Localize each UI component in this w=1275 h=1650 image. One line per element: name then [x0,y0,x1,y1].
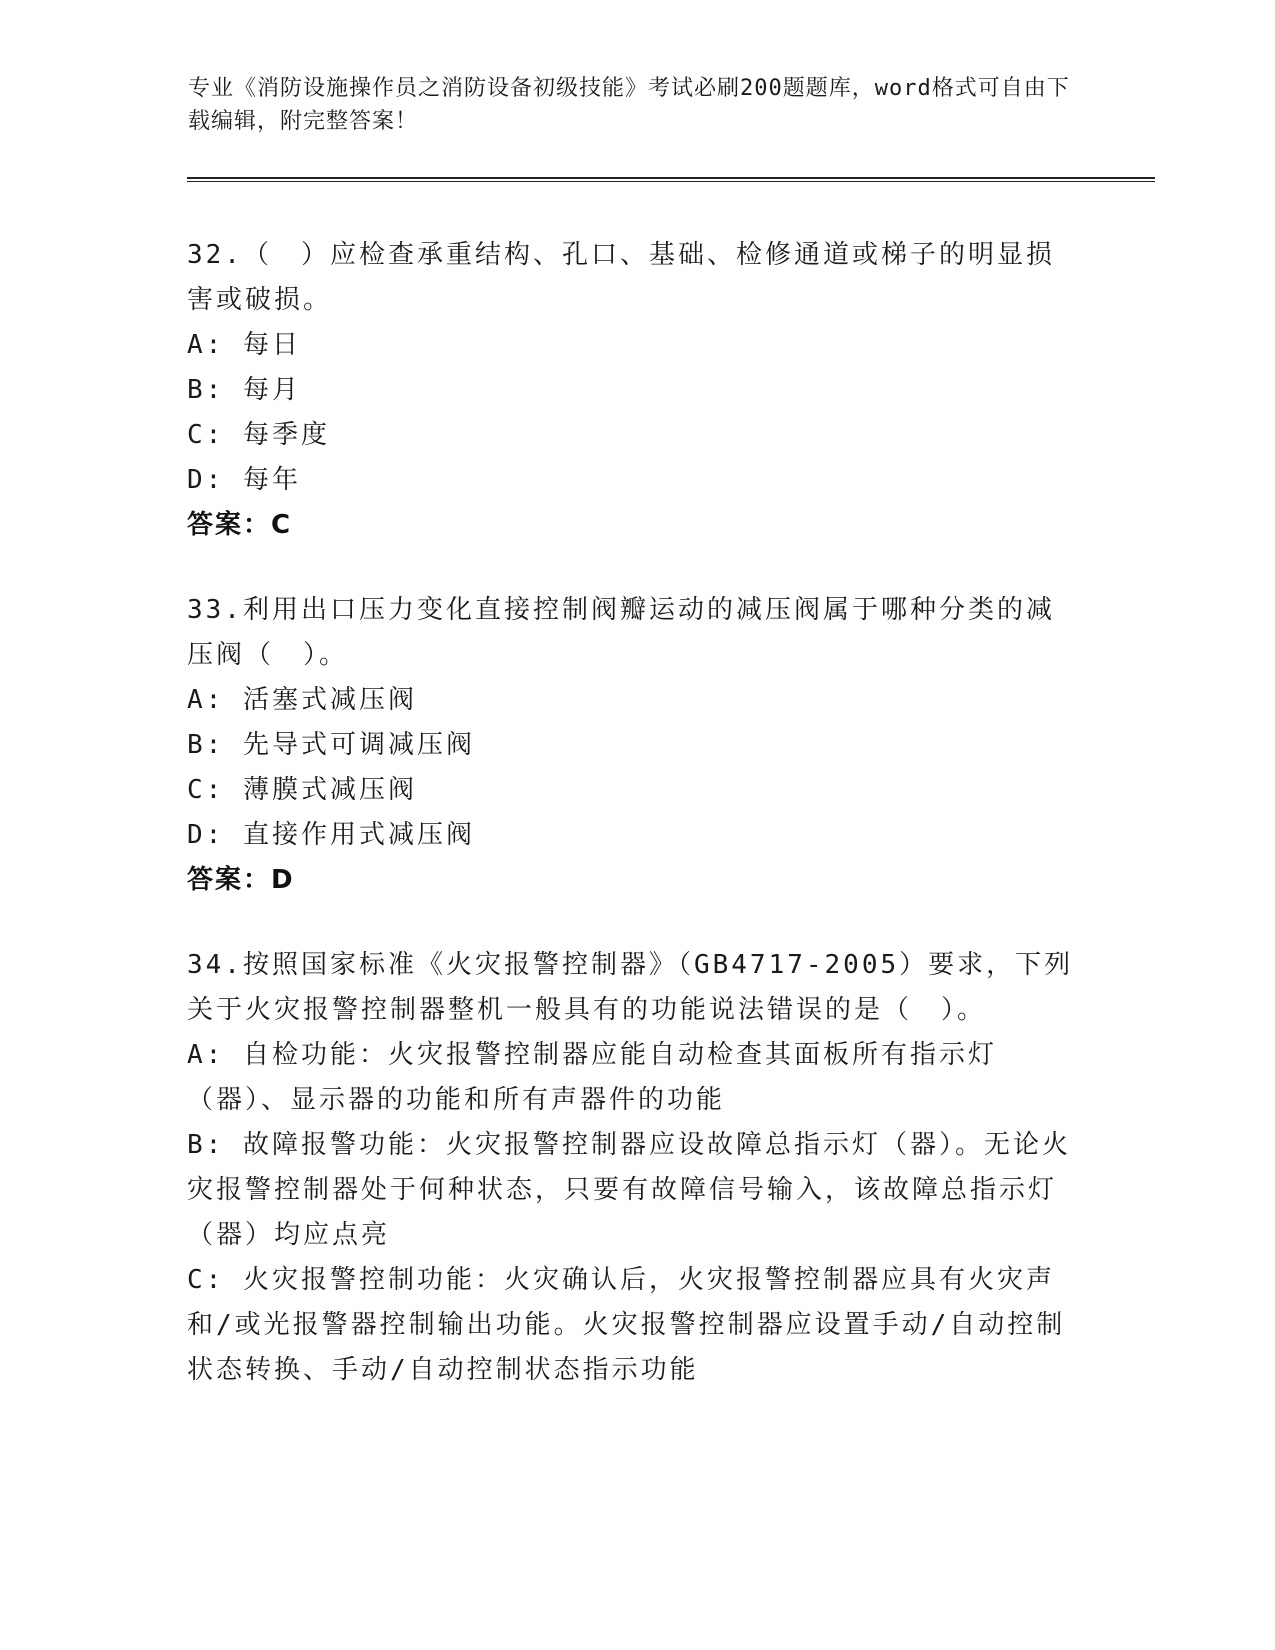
answer-label: 答案：C [187,510,293,540]
option-c: C: 每季度 [187,420,330,450]
option-a: A: 活塞式减压阀 [187,685,417,715]
document-header: 专业《消防设施操作员之消防设备初级技能》考试必刷200题题库，word格式可自由下载编辑，附完整答案！ [188,76,1070,134]
question-32 [187,233,1077,548]
question-stem: 34.按照国家标准《火灾报警控制器》（GB4717-2005）要求，下列关于火灾报警控制器整机一般具有的功能说法错误的是（ ）。 [187,950,1074,1025]
question-stem: 32.（ ）应检查承重结构、孔口、基础、检修通道或梯子的明显损害或破损。 [187,240,1055,315]
question-34 [187,943,1077,1393]
option-c: C: 火灾报警控制功能：火灾确认后，火灾报警控制器应具有火灾声和/或光报警器控制输出功能。火灾报警控制器应设置手动/自动控制状态转换、手动/自动控制状态指示功能 [187,1265,1066,1385]
option-b: B: 每月 [187,375,301,405]
option-a: A: 每日 [187,330,301,360]
header-divider-thick [187,177,1155,179]
option-c: C: 薄膜式减压阀 [187,775,417,805]
option-b: B: 故障报警功能：火灾报警控制器应设故障总指示灯（器）。无论火灾报警控制器处于何种状态，只要有故障信号输入，该故障总指示灯（器）均应点亮 [187,1130,1071,1250]
question-stem: 33.利用出口压力变化直接控制阀瓣运动的减压阀属于哪种分类的减压阀（ ）。 [187,595,1055,670]
question-list [187,233,1077,1433]
answer-label: 答案：D [187,865,295,895]
option-a: A: 自检功能：火灾报警控制器应能自动检查其面板所有指示灯（器）、显示器的功能和所有声器件的功能 [187,1040,997,1115]
option-d: D: 直接作用式减压阀 [187,820,475,850]
option-d: D: 每年 [187,465,301,495]
header-divider-thin [187,181,1155,182]
option-b: B: 先导式可调减压阀 [187,730,475,760]
question-33 [187,588,1077,903]
